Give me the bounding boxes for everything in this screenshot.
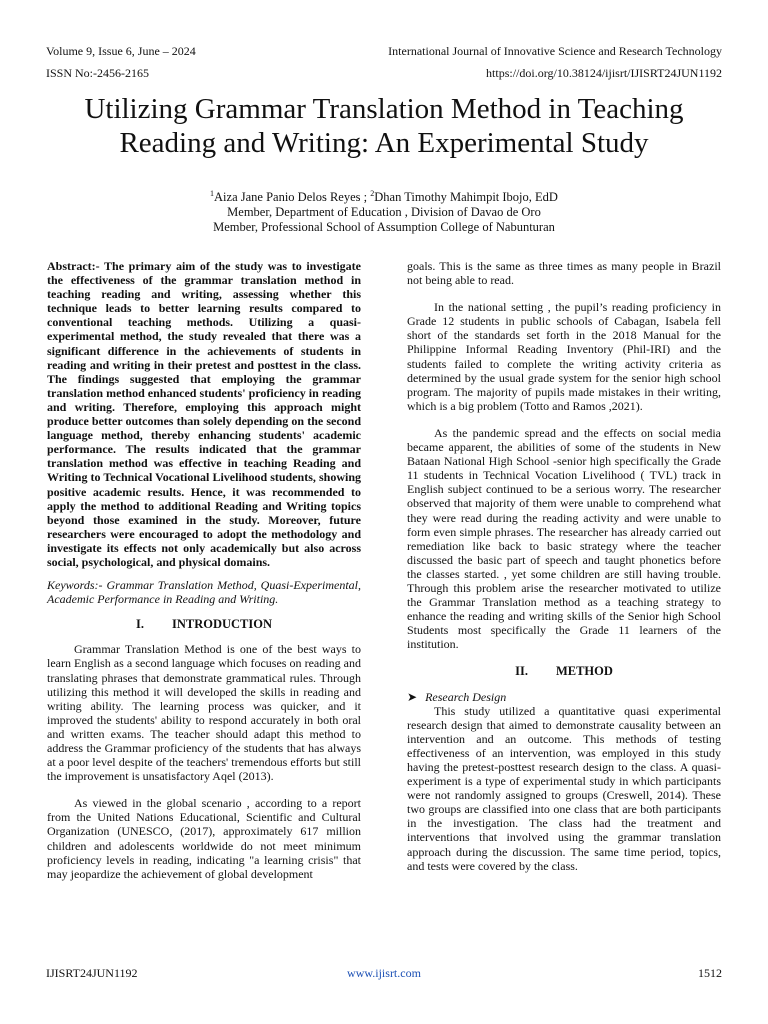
method-paragraph-1: This study utilized a quantitative quasi experimental research design that aimed to demonstrate causality between an intervention and an outcome. This methods of testing effectiveness of an intervention, was employed in this study having the pretest-posttest research design to the class. A quasi-experiment is a type of experimental study in which participants were not randomly assigned to groups (Creswell, 2014). These two groups are classified into one class that are both participants in the investigation. The class had the treatment and interventions that involved using the grammar translation approach during the discussion. The same time period, topics, and tests were covered by the class. — [407, 703, 721, 873]
section-heading-introduction — [47, 617, 361, 631]
section-number: I. — [135, 617, 144, 632]
author1: Aiza Jane Panio Delos Reyes ; — [214, 190, 371, 205]
footer-paper-id: IJISRT24JUN1192 — [46, 966, 138, 980]
author2-superscript: 2 — [370, 189, 375, 198]
subsection-title: Research Design — [425, 689, 507, 704]
section-heading-method — [407, 664, 721, 678]
right-column — [407, 259, 721, 873]
issn: ISSN No:-2456-2165 — [46, 66, 150, 80]
author-block — [40, 186, 728, 235]
intro-paragraph-2: As viewed in the global scenario , according to a report from the United Nations Educational, Scientific and Cultural Organization (UNESCO, (2017), approximately 617 million children and adolescents worldwide do not meet minimum proficiency levels in reading, indicating "a learning crisis" that may jeopardize the achievement of global development — [47, 796, 361, 881]
footer-page-number: 1512 — [698, 966, 722, 980]
left-column — [47, 259, 361, 881]
author-line — [40, 186, 728, 205]
affiliation-2: Member, Professional School of Assumption College of Nabunturan — [213, 220, 555, 235]
abstract: Abstract:- The primary aim of the study was to investigate the effectiveness of the grammar translation method in teaching reading and writing, assessing whether this technique leads to better learning results compared to conventional teaching methods. Utilizing a quasi-experimental method, the study revealed that there was a significant difference in the achievements of students in reading and writing in their pretest and posttest in the class. The findings suggested that employing the grammar translation method enhanced students' proficiency in reading and writing. Therefore, employing this approach might produce better outcomes than solely depending on the second language method, thereby enhancing students' academic performance. The results indicated that the grammar translation method was effective in teaching Reading and Writing to Technical Vocational Livelihood students, showing positive academic results. Hence, it was recommended to apply the method to additional Reading and Writing topics beyond those examined in the study. Moreover, future researchers were encouraged to adopt the methodology and investigate its effects not only academically but also across social, psychological, and physical domains. — [47, 259, 361, 569]
intro-paragraph-4: As the pandemic spread and the effects on social media became apparent, the abilities of some of the students in New Bataan National High School -senior high specifically the Grade 11 students in Technical Vocation Livelihood ( TVL) track in English subject continued to be a serious worry. The researcher observed that majority of them were unable to comprehend what they were read during the reading activity and were unable to form even simple phrases. The researcher has already carried out remediation like back to basic strategy where the teacher discussed the basic part of speech and taught phonetics before the classes started. , yet some children are still having trouble. Through this problem arise the researcher motivated to utilize the Grammar Translation method as a teaching strategy to enhance the reading and writing skills of the Senior high School Students most specifically the Grade 11 learners of the institution. — [407, 425, 721, 652]
section-title: METHOD — [555, 664, 613, 679]
section-title: INTRODUCTION — [171, 617, 272, 632]
arrow-bullet-icon: ➤ — [407, 689, 418, 704]
page-title: Utilizing Grammar Translation Method in Teaching Reading and Writing: An Experimental Study — [84, 93, 684, 159]
subsection-research-design — [407, 690, 721, 704]
journal-name: International Journal of Innovative Science and Research Technology — [388, 44, 722, 58]
author2: Dhan Timothy Mahimpit Ibojo, EdD — [374, 190, 558, 205]
affiliation-1: Member, Department of Education , Division of Davao de Oro — [227, 205, 541, 220]
doi-link[interactable]: https://doi.org/10.38124/ijisrt/IJISRT24JUN1192 — [486, 66, 722, 80]
footer-website-link[interactable]: www.ijisrt.com — [347, 966, 421, 980]
volume-info: Volume 9, Issue 6, June – 2024 — [46, 44, 196, 58]
keywords: Keywords:- Grammar Translation Method, Quasi-Experimental, Academic Performance in Reading and Writing. — [47, 578, 361, 607]
section-number: II. — [515, 664, 528, 679]
author1-superscript: 1 — [210, 189, 215, 198]
intro-paragraph-3: In the national setting , the pupil’s reading proficiency in Grade 12 students in public schools of Cabagan, Isabela fell short of the standards set forth in the 2018 Manual for the Philippine Informal Reading Inventory (Phil-IRI) and the students failed to complete the writing activity criteria as determined by the usual grade system for the senior high school program. The majority of pupils made mistakes in their writing, which is a big problem (Totto and Ramos ,2021). — [407, 300, 721, 413]
intro-paragraph-2-continued: goals. This is the same as three times as many people in Brazil not being able to read. — [407, 259, 721, 288]
intro-paragraph-1: Grammar Translation Method is one of the best ways to learn English as a second language which focuses on reading and translating phrases that demonstrate grammatical rules. Through utilizing this method it will developed the skills in reading and writing ability. The learning process was quicker, and it improved the students' ability to respond accurately in both oral and written exams. The teacher should adapt this method to address the Grammar proficiency of the students that has always at a poor level despite of the teachers' tremendous efforts but still the improvement is unsatisfactory Aqel (2013). — [47, 642, 361, 784]
